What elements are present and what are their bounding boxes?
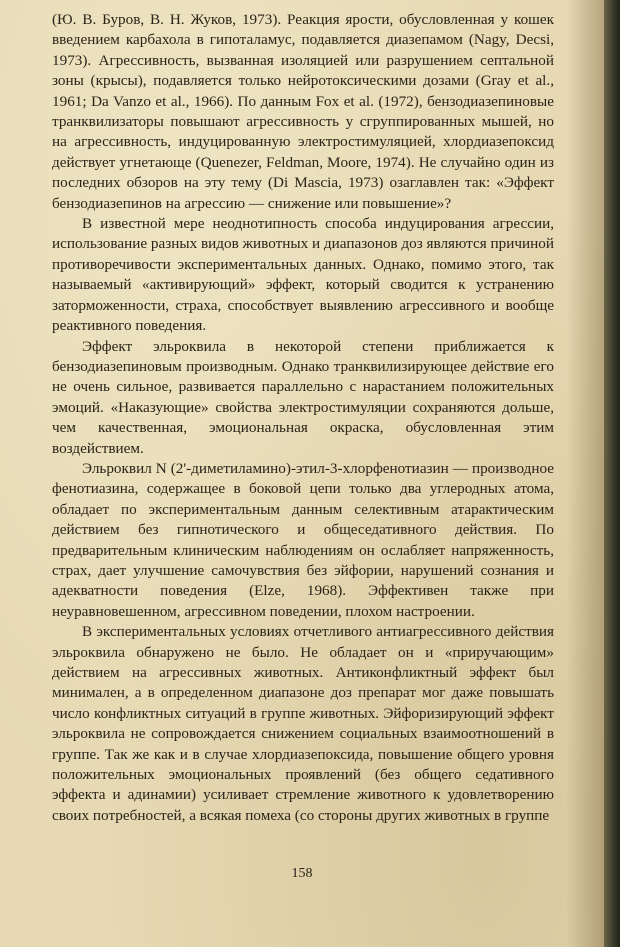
page-number: 158 <box>291 866 313 881</box>
paragraph-1: (Ю. В. Буров, В. Н. Жуков, 1973). Реакция ярости, обусловленная у кошек введением карбахола в гипоталамус, подавляется диазепамом (Nagy, Decsi, 1973). Агрессивность, вызванная изоляцией или разрушением септальной зоны (крысы), подавляется только нейротоксическими дозами (Gray et al., 1961; Da Vanzo et al., 1966). По данным Fox et al. (1972), бензодиазепиновые транквилизаторы повышают агрессивность у сгруппированных мышей, но на агрессивность, индуцированную электростимуляцией, хлордиазепоксид действует угнетающе (Quenezer, Feldman, Moore, 1974). Не случайно один из последних обзоров на эту тему (Di Mascia, 1973) озаглавлен так: «Эффект бензодиазепинов на агрессию — снижение или повышение»? <box>52 11 554 212</box>
body-text <box>52 10 554 826</box>
paragraph-5: В экспериментальных условиях отчетливого антиагрессивного действия эльроквила обнаружено не было. Не обладает он и «приручающим» действием на агрессивных животных. Антиконфликтный эффект был минимален, а в определенном диапазоне доз препарат мог даже повышать число конфликтных ситуаций в группе животных. Эйфоризирующий эффект эльроквила не сопровождается снижением социальных взаимоотношений в группе. Так же как и в случае хлордиазепоксида, повышение общего уровня положительных эмоциональных проявлений (без общего седативного эффекта и адинамии) усиливает стремление животного к удовлетворению своих потребностей, а всякая помеха (со стороны других животных в группе <box>52 623 554 824</box>
book-gutter <box>604 0 620 947</box>
paragraph-2: В известной мере неоднотипность способа индуцирования агрессии, использование разных видов животных и диапазонов доз являются причиной противоречивости экспериментальных данных. Однако, помимо этого, так называемый «активирующий» эффект, который сводится к устранению заторможенности, страха, способствует выявлению агрессивного и вообще реактивного поведения. <box>52 215 554 335</box>
paragraph-3: Эффект эльроквила в некоторой степени приближается к бензодиазепиновым производным. Однако транквилизирующее действие его не очень сильное, развивается параллельно с нарастанием положительных эмоций. «Наказующие» свойства электростимуляции сохраняются дольше, чем качественная, эмоциональная окраска, обусловленная этим воздействием. <box>52 337 554 457</box>
paragraph-4: Эльроквил N (2'-диметиламино)-этил-3-хлорфенотиазин — производное фенотиазина, содержащее в боковой цепи только два углеродных атома, обладает по экспериментальным данным селективным атарактическим действием без гипнотического и общеседативного действия. По предварительным клиническим наблюдениям он ослабляет напряженность, страх, дает улучшение самочувствия без эйфории, нарушений сознания и адекватности поведения (Elze, 1968). Эффективен также при неуравновешенном, агрессивном поведении, плохом настроении. <box>52 459 554 620</box>
